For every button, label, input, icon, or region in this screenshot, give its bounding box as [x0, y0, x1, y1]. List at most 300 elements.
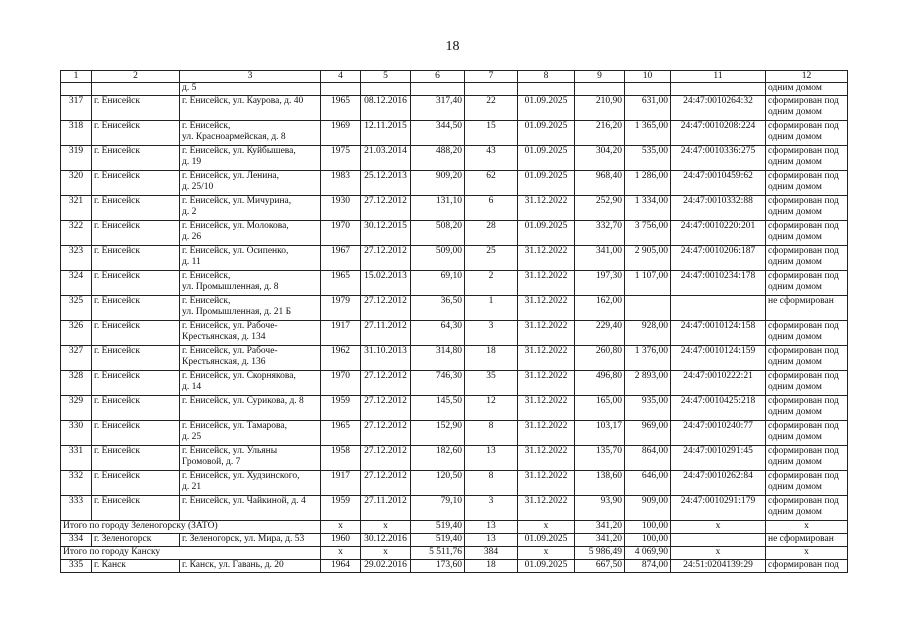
cadastral-number-cell: 24:51:0204139:29	[671, 560, 766, 573]
address-cell-line-1: г. Енисейск, ул. Молокова,	[182, 221, 289, 231]
address-cell-line-2: д. 21	[182, 482, 202, 492]
total-cell: х	[766, 547, 848, 560]
year-built-cell: 1930	[321, 196, 361, 221]
resettlement-date-cell: 31.12.2022	[518, 446, 575, 471]
total-residents-cell: 384	[465, 547, 518, 560]
resettlement-date-cell: 31.12.2022	[518, 271, 575, 296]
land-area-cell: 535,00	[625, 146, 671, 171]
recognition-date-cell: 31.10.2013	[361, 346, 411, 371]
total-label-cell: Итого по городу Канску	[61, 547, 321, 560]
area-cell: 509,00	[411, 246, 465, 271]
residents-cell: 18	[465, 560, 518, 573]
area-cell: 145,50	[411, 396, 465, 421]
row-number-cell: 323	[61, 246, 92, 271]
land-area-cell: 909,00	[625, 496, 671, 521]
land-status-cell-line-1: сформирован под	[768, 346, 839, 356]
area-cell: 488,20	[411, 146, 465, 171]
residents-cell: 3	[465, 321, 518, 346]
address-cell-line-1: г. Енисейск, ул. Ленина,	[182, 171, 280, 181]
row-number-cell: 329	[61, 396, 92, 421]
land-status-cell-line-1: не сформирован	[768, 296, 834, 306]
cadastral-number-cell: 24:47:0010240:77	[671, 421, 766, 446]
table-row	[61, 96, 848, 121]
residents-cell: 3	[465, 496, 518, 521]
year-built-cell: 1965	[321, 421, 361, 446]
address-cell-line-2: д. 14	[182, 382, 202, 392]
resettlement-date-cell: 31.12.2022	[518, 296, 575, 321]
recognition-date-cell: 29.02.2016	[361, 560, 411, 573]
row-number-cell: 331	[61, 446, 92, 471]
land-status-cell-line-1: сформирован под	[768, 471, 839, 481]
total-label-cell: Итого по городу Зеленогорску (ЗАТО)	[61, 521, 321, 534]
resettlement-date-cell: 31.12.2022	[518, 421, 575, 446]
total-cell: х	[671, 521, 766, 534]
city-cell: г. Зеленогорск	[92, 534, 180, 547]
total-cell: х	[518, 521, 575, 534]
area-cell: 152,90	[411, 421, 465, 446]
land-area-cell	[625, 296, 671, 321]
resettlement-date-cell: 31.12.2022	[518, 471, 575, 496]
land-status-cell-line-1: сформирован под	[768, 171, 839, 181]
land-status-cell	[766, 321, 848, 346]
column-number-cell: 1	[61, 71, 92, 83]
land-status-cell-line-2: одним домом	[768, 407, 822, 417]
area-cell: 131,10	[411, 196, 465, 221]
row-number-cell: 334	[61, 534, 92, 547]
address-cell	[180, 321, 321, 346]
year-built-cell: 1959	[321, 396, 361, 421]
land-status-cell-line-1: сформирован под	[768, 371, 839, 381]
land-status-cell	[766, 196, 848, 221]
plot-area-cell: 252,90	[575, 196, 625, 221]
year-built-cell: 1964	[321, 560, 361, 573]
recognition-date-cell: 15.02.2013	[361, 271, 411, 296]
table-row	[61, 421, 848, 446]
land-status-cell	[766, 496, 848, 521]
land-area-cell: 1 107,00	[625, 271, 671, 296]
resettlement-date-cell: 31.12.2022	[518, 196, 575, 221]
plot-area-cell: 341,20	[575, 534, 625, 547]
address-cell	[180, 446, 321, 471]
cadastral-number-cell: 24:47:0010206:187	[671, 246, 766, 271]
land-status-cell-line-2: одним домом	[768, 482, 822, 492]
recognition-date-cell: 30.12.2016	[361, 534, 411, 547]
recognition-date-cell: 21.03.2014	[361, 146, 411, 171]
year-built-cell: 1959	[321, 496, 361, 521]
year-built-cell: 1960	[321, 534, 361, 547]
residents-cell: 1	[465, 296, 518, 321]
housing-registry-table	[60, 70, 848, 573]
plot-area-cell: 667,50	[575, 560, 625, 573]
address-cell	[180, 396, 321, 421]
residents-cell: 2	[465, 271, 518, 296]
city-cell: г. Енисейск	[92, 221, 180, 246]
area-cell: 120,50	[411, 471, 465, 496]
recognition-date-cell: 12.11.2015	[361, 121, 411, 146]
address-cell-line-1: г. Енисейск, ул. Сурикова, д. 8	[182, 396, 304, 406]
year-built-cell: 1965	[321, 271, 361, 296]
residents-cell: 25	[465, 246, 518, 271]
resettlement-date-cell: 31.12.2022	[518, 321, 575, 346]
column-number-cell: 7	[465, 71, 518, 83]
plot-area-cell: 135,70	[575, 446, 625, 471]
row-number-cell: 332	[61, 471, 92, 496]
total-cell: х	[321, 521, 361, 534]
land-status-cell-line-1: сформирован под	[768, 271, 839, 281]
column-number-cell: 9	[575, 71, 625, 83]
address-cell-line-1: г. Енисейск, ул. Мичурина,	[182, 196, 292, 206]
cadastral-number-cell: 24:47:0010425:218	[671, 396, 766, 421]
address-cell-line-1: г. Енисейск, ул. Рабоче-	[182, 321, 278, 331]
year-built-cell: 1917	[321, 321, 361, 346]
table-row	[61, 196, 848, 221]
table-row	[61, 221, 848, 246]
land-status-cell-line-1: сформирован под	[768, 196, 839, 206]
year-built-cell: 1965	[321, 96, 361, 121]
residents-cell: 13	[465, 446, 518, 471]
table-row	[61, 560, 848, 573]
cadastral-number-cell: 24:47:0010291:179	[671, 496, 766, 521]
table-row	[61, 171, 848, 196]
empty-cell	[625, 83, 671, 96]
table-row	[61, 371, 848, 396]
plot-area-cell: 216,20	[575, 121, 625, 146]
address-cell-line-2: ул. Красноармейская, д. 8	[182, 132, 286, 142]
land-status-cell: сформирован под	[766, 560, 848, 573]
recognition-date-cell: 27.12.2012	[361, 446, 411, 471]
cadastral-number-cell: 24:47:0010222:21	[671, 371, 766, 396]
total-cell: х	[766, 521, 848, 534]
total-plot-area-cell: 5 986,49	[575, 547, 625, 560]
city-cell: г. Енисейск	[92, 371, 180, 396]
city-cell: г. Енисейск	[92, 446, 180, 471]
column-number-cell: 3	[180, 71, 321, 83]
year-built-cell: 1970	[321, 371, 361, 396]
residents-cell: 6	[465, 196, 518, 221]
land-area-cell: 631,00	[625, 96, 671, 121]
land-status-cell	[766, 221, 848, 246]
table-row	[61, 321, 848, 346]
plot-area-cell: 197,30	[575, 271, 625, 296]
city-cell: г. Енисейск	[92, 246, 180, 271]
address-cell-line-1: г. Енисейск, ул. Ульяны	[182, 446, 278, 456]
land-status-cell	[766, 271, 848, 296]
address-cell	[180, 496, 321, 521]
total-cell: х	[321, 547, 361, 560]
city-cell: г. Енисейск	[92, 296, 180, 321]
resettlement-date-cell: 01.09.2025	[518, 560, 575, 573]
residents-cell: 18	[465, 346, 518, 371]
plot-area-cell: 968,40	[575, 171, 625, 196]
residents-cell: 13	[465, 534, 518, 547]
land-status-cell-line-1: сформирован под	[768, 421, 839, 431]
address-cell	[180, 271, 321, 296]
land-area-cell: 864,00	[625, 446, 671, 471]
table-row	[61, 446, 848, 471]
city-cell: г. Енисейск	[92, 146, 180, 171]
recognition-date-cell: 27.12.2012	[361, 421, 411, 446]
land-status-cell-line-1: сформирован под	[768, 96, 839, 106]
table-row	[61, 271, 848, 296]
column-number-cell: 6	[411, 71, 465, 83]
land-area-cell: 646,00	[625, 471, 671, 496]
residents-cell: 28	[465, 221, 518, 246]
year-built-cell: 1979	[321, 296, 361, 321]
land-area-cell: 3 756,00	[625, 221, 671, 246]
resettlement-date-cell: 31.12.2022	[518, 371, 575, 396]
land-area-cell: 928,00	[625, 321, 671, 346]
table-row	[61, 146, 848, 171]
address-cell-line-2: д. 25	[182, 432, 202, 442]
total-residents-cell: 13	[465, 521, 518, 534]
row-number-cell: 328	[61, 371, 92, 396]
land-status-cell	[766, 346, 848, 371]
address-cell-line-2: ул. Промышленная, д. 21 Б	[182, 307, 292, 317]
area-cell: 344,50	[411, 121, 465, 146]
land-area-cell: 1 334,00	[625, 196, 671, 221]
recognition-date-cell: 27.12.2012	[361, 471, 411, 496]
area-cell: 508,20	[411, 221, 465, 246]
land-area-cell: 1 376,00	[625, 346, 671, 371]
row-number-cell: 318	[61, 121, 92, 146]
address-cell-line-1: г. Енисейск,	[182, 296, 231, 306]
address-cell	[180, 246, 321, 271]
total-area-cell: 519,40	[411, 521, 465, 534]
address-cell-line-2: ул. Промышленная, д. 8	[182, 282, 279, 292]
cadastral-number-cell: 24:47:0010124:159	[671, 346, 766, 371]
cadastral-number-cell: 24:47:0010262:84	[671, 471, 766, 496]
address-cell	[180, 221, 321, 246]
total-area-cell: 5 511,76	[411, 547, 465, 560]
row-number-cell: 324	[61, 271, 92, 296]
land-status-cell	[766, 246, 848, 271]
address-cell-line-1: г. Енисейск, ул. Скорнякова,	[182, 371, 296, 381]
recognition-date-cell: 27.12.2012	[361, 246, 411, 271]
land-status-cell	[766, 371, 848, 396]
recognition-date-cell: 27.12.2012	[361, 396, 411, 421]
plot-area-cell: 162,00	[575, 296, 625, 321]
land-status-cell-line-1: сформирован под	[768, 221, 839, 231]
empty-cell	[518, 83, 575, 96]
plot-area-cell: 93,90	[575, 496, 625, 521]
row-number-cell	[61, 83, 92, 96]
land-status-cell-line-1: сформирован под	[768, 246, 839, 256]
city-cell: г. Канск	[92, 560, 180, 573]
year-built-cell: 1958	[321, 446, 361, 471]
land-status-cell-line-1: сформирован под	[768, 321, 839, 331]
address-cell-line-1: г. Енисейск, ул. Чайкиной, д. 4	[182, 496, 306, 506]
address-cell-line-2: д. 19	[182, 157, 202, 167]
plot-area-cell: 332,70	[575, 221, 625, 246]
address-cell-line-2: Крестьянская, д. 136	[182, 357, 266, 367]
city-cell: г. Енисейск	[92, 321, 180, 346]
recognition-date-cell: 08.12.2016	[361, 96, 411, 121]
empty-cell	[411, 83, 465, 96]
city-cell: г. Енисейск	[92, 121, 180, 146]
address-cell: г. Зеленогорск, ул. Мира, д. 53	[180, 534, 321, 547]
address-cell-line-1: г. Енисейск, ул. Худзинского,	[182, 471, 300, 481]
address-cell-line-2: д. 2	[182, 207, 197, 217]
address-cell-line-2: д. 25/10	[182, 182, 214, 192]
land-status-cell	[766, 421, 848, 446]
land-status-cell	[766, 171, 848, 196]
city-cell: г. Енисейск	[92, 496, 180, 521]
address-cell-line-1: г. Енисейск,	[182, 271, 231, 281]
land-status-cell	[766, 446, 848, 471]
address-cell: г. Канск, ул. Гавань, д. 20	[180, 560, 321, 573]
cadastral-number-cell: 24:47:0010336:275	[671, 146, 766, 171]
row-number-cell: 321	[61, 196, 92, 221]
plot-area-cell: 138,60	[575, 471, 625, 496]
year-built-cell: 1962	[321, 346, 361, 371]
plot-area-cell: 260,80	[575, 346, 625, 371]
cadastral-number-cell: 24:47:0010234:178	[671, 271, 766, 296]
table-row	[61, 346, 848, 371]
cadastral-number-cell: 24:47:0010220:201	[671, 221, 766, 246]
address-cell	[180, 421, 321, 446]
land-status-cell-line-1: сформирован под	[768, 396, 839, 406]
empty-cell	[671, 83, 766, 96]
total-row	[61, 521, 848, 534]
area-cell: 182,60	[411, 446, 465, 471]
address-cell-line-1: г. Енисейск, ул. Рабоче-	[182, 346, 278, 356]
land-status-cell-line-2: одним домом	[768, 207, 822, 217]
plot-area-cell: 210,90	[575, 96, 625, 121]
land-area-cell: 100,00	[625, 534, 671, 547]
year-built-cell: 1969	[321, 121, 361, 146]
residents-cell: 22	[465, 96, 518, 121]
row-number-cell: 330	[61, 421, 92, 446]
table-row	[61, 496, 848, 521]
residents-cell: 15	[465, 121, 518, 146]
land-status-cell-line-1: сформирован под	[768, 121, 839, 131]
column-number-cell: 8	[518, 71, 575, 83]
cadastral-number-cell: 24:47:0010291:45	[671, 446, 766, 471]
page-number: 18	[445, 39, 460, 54]
land-status-cell-line-1: сформирован под	[768, 496, 839, 506]
table-row	[61, 534, 848, 547]
address-cell	[180, 296, 321, 321]
year-built-cell: 1975	[321, 146, 361, 171]
resettlement-date-cell: 31.12.2022	[518, 496, 575, 521]
recognition-date-cell: 27.12.2012	[361, 296, 411, 321]
area-cell: 519,40	[411, 534, 465, 547]
city-cell: г. Енисейск	[92, 396, 180, 421]
address-cell: д. 5	[180, 83, 321, 96]
recognition-date-cell: 27.12.2012	[361, 196, 411, 221]
land-status-cell-line-2: одним домом	[768, 232, 822, 242]
land-area-cell: 2 893,00	[625, 371, 671, 396]
city-cell: г. Енисейск	[92, 471, 180, 496]
total-row	[61, 547, 848, 560]
total-cell: х	[671, 547, 766, 560]
column-number-cell: 2	[92, 71, 180, 83]
area-cell: 317,40	[411, 96, 465, 121]
land-status-cell-line-2: одним домом	[768, 157, 822, 167]
row-number-cell: 322	[61, 221, 92, 246]
land-area-cell: 969,00	[625, 421, 671, 446]
row-number-cell: 320	[61, 171, 92, 196]
cadastral-number-cell: 24:47:0010124:158	[671, 321, 766, 346]
residents-cell: 8	[465, 421, 518, 446]
recognition-date-cell: 27.12.2012	[361, 371, 411, 396]
land-status-cell-line-2: одним домом	[768, 132, 822, 142]
row-number-cell: 333	[61, 496, 92, 521]
recognition-date-cell: 27.11.2012	[361, 496, 411, 521]
land-status-cell: не сформирован	[766, 534, 848, 547]
plot-area-cell: 165,00	[575, 396, 625, 421]
residents-cell: 12	[465, 396, 518, 421]
total-cell: х	[361, 521, 411, 534]
city-cell: г. Енисейск	[92, 271, 180, 296]
address-cell-line-1: г. Енисейск, ул. Каурова, д. 40	[182, 96, 304, 106]
empty-cell	[575, 83, 625, 96]
table-row-continuation	[61, 83, 848, 96]
land-status-cell	[766, 121, 848, 146]
land-status-cell-line-2: одним домом	[768, 107, 822, 117]
area-cell: 746,30	[411, 371, 465, 396]
address-cell-line-1: г. Енисейск,	[182, 121, 231, 131]
city-cell: г. Енисейск	[92, 346, 180, 371]
recognition-date-cell: 25.12.2013	[361, 171, 411, 196]
cadastral-number-cell: 24:47:0010332:88	[671, 196, 766, 221]
land-status-cell	[766, 396, 848, 421]
land-status-cell	[766, 471, 848, 496]
plot-area-cell: 341,00	[575, 246, 625, 271]
land-status-cell-line-2: одним домом	[768, 182, 822, 192]
table-row	[61, 246, 848, 271]
row-number-cell: 325	[61, 296, 92, 321]
cadastral-number-cell: 24:47:0010208:224	[671, 121, 766, 146]
address-cell-line-1: г. Енисейск, ул. Осипенко,	[182, 246, 289, 256]
residents-cell: 62	[465, 171, 518, 196]
row-number-cell: 317	[61, 96, 92, 121]
resettlement-date-cell: 31.12.2022	[518, 396, 575, 421]
cadastral-number-cell: 24:47:0010264:32	[671, 96, 766, 121]
column-number-cell: 12	[766, 71, 848, 83]
column-number-cell: 4	[321, 71, 361, 83]
land-status-cell-line-2: одним домом	[768, 282, 822, 292]
land-status-cell	[766, 296, 848, 321]
land-status-cell-line-2: одним домом	[768, 382, 822, 392]
land-status-cell-line-2: одним домом	[768, 257, 822, 267]
land-area-cell: 2 905,00	[625, 246, 671, 271]
column-number-cell: 11	[671, 71, 766, 83]
address-cell	[180, 171, 321, 196]
address-cell-line-2: Крестьянская, д. 134	[182, 332, 266, 342]
residents-cell: 35	[465, 371, 518, 396]
empty-cell	[321, 83, 361, 96]
area-cell: 79,10	[411, 496, 465, 521]
resettlement-date-cell: 01.09.2025	[518, 96, 575, 121]
address-cell	[180, 146, 321, 171]
resettlement-date-cell: 01.09.2025	[518, 146, 575, 171]
area-cell: 69,10	[411, 271, 465, 296]
resettlement-date-cell: 01.09.2025	[518, 221, 575, 246]
land-status-cell	[766, 96, 848, 121]
plot-area-cell: 229,40	[575, 321, 625, 346]
column-number-cell: 5	[361, 71, 411, 83]
table-row	[61, 471, 848, 496]
address-cell	[180, 371, 321, 396]
land-status-cell-line-2: одним домом	[768, 507, 822, 517]
address-cell	[180, 96, 321, 121]
plot-area-cell: 496,80	[575, 371, 625, 396]
row-number-cell: 319	[61, 146, 92, 171]
address-cell-line-2: д. 26	[182, 232, 202, 242]
city-cell: г. Енисейск	[92, 196, 180, 221]
table-row	[61, 121, 848, 146]
